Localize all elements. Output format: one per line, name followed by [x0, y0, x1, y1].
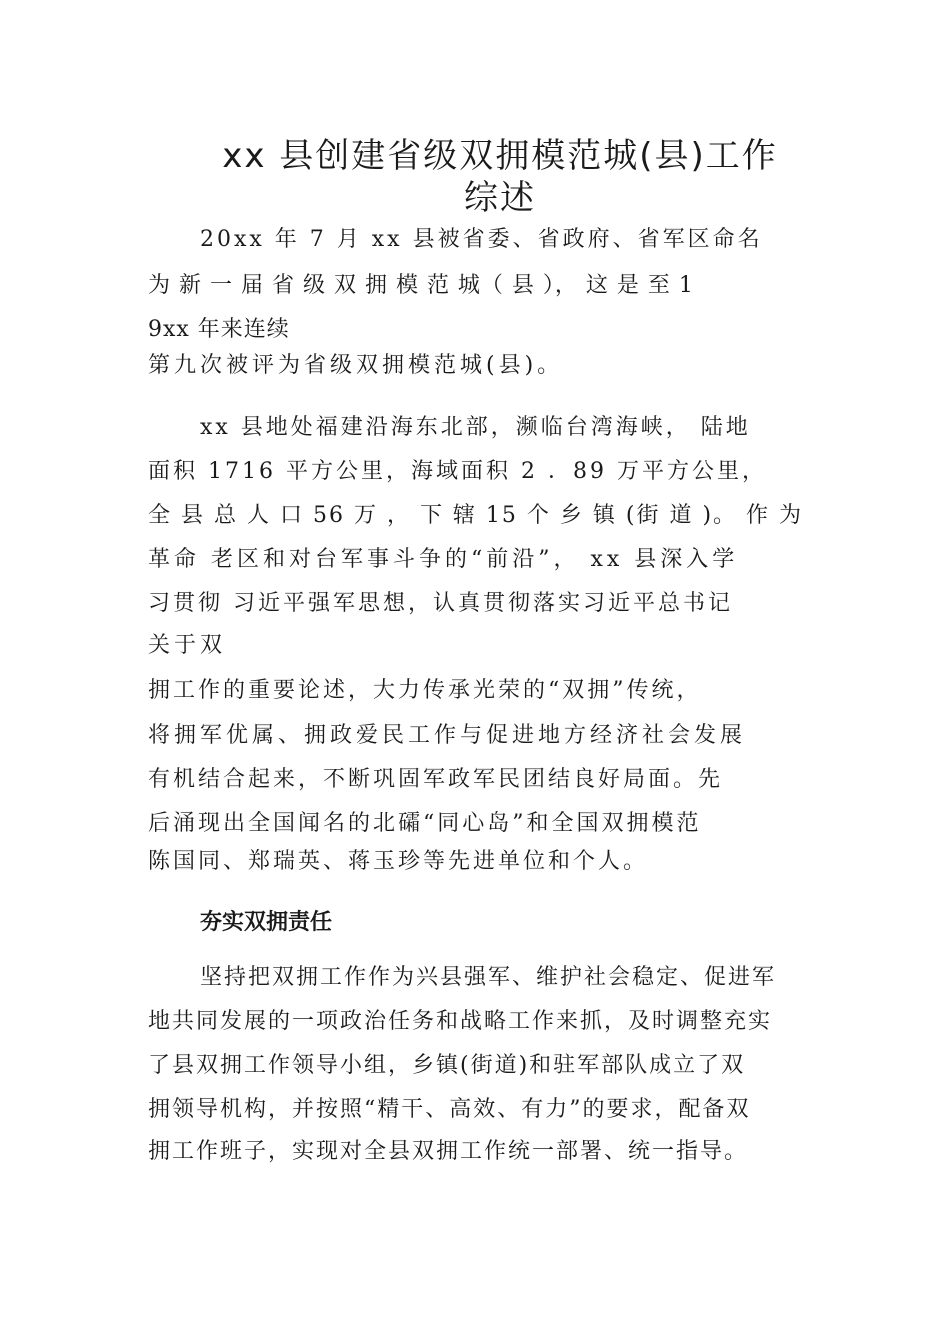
paragraph-3-line: 拥领导机构，并按照“精干、高效、有力”的要求，配备双: [148, 1097, 751, 1122]
document-title-line-1: xx 县创建省级双拥模范城(县)工作: [222, 136, 778, 176]
paragraph-3-line: 拥工作班子，实现对全县双拥工作统一部署、统一指导。: [148, 1139, 749, 1164]
paragraph-1-line: 9xx 年来连续: [148, 317, 290, 342]
paragraph-2-line: 后涌现出全国闻名的北礵“同心岛”和全国双拥模范: [148, 811, 702, 836]
paragraph-2-line: 陈国同、郑瑞英、蒋玉珍等先进单位和个人。: [148, 849, 649, 874]
paragraph-2-line: xx 县地处福建沿海东北部，濒临台湾海峡， 陆地: [200, 415, 751, 440]
paragraph-2-line: 革命 老区和对台军事斗争的“前沿”， xx 县深入学: [148, 547, 739, 572]
paragraph-2-line: 全 县 总 人 口 56 万 ， 下 辖 15 个 乡 镇 (街 道 )。 作 为: [148, 503, 804, 528]
paragraph-1-line: 20xx 年 7 月 xx 县被省委、省政府、省军区命名: [200, 227, 763, 252]
document-title-line-2: 综述: [464, 178, 536, 218]
paragraph-2-line: 拥工作的重要论述，大力传承光荣的“双拥”传统，: [148, 678, 702, 703]
paragraph-3-line: 了县双拥工作领导小组，乡镇(街道)和驻军部队成立了双: [148, 1053, 746, 1078]
paragraph-3-line: 坚持把双拥工作作为兴县强军、维护社会稳定、促进军: [200, 965, 777, 990]
paragraph-2-line: 关于双: [148, 633, 227, 658]
paragraph-3-line: 地共同发展的一项政治任务和战略工作来抓，及时调整充实: [148, 1009, 773, 1034]
section-heading: 夯实双拥责任: [200, 910, 333, 935]
paragraph-2-line: 有机结合起来，不断巩固军政军民团结良好局面。先: [148, 767, 724, 792]
paragraph-1-line: 为 新 一 届 省 级 双 拥 模 范 城（ 县 ）， 这 是 至 1: [148, 273, 694, 298]
paragraph-2-line: 习贯彻 习近平强军思想，认真贯彻落实习近平总书记: [148, 591, 733, 616]
paragraph-1-line: 第九次被评为省级双拥模范城(县)。: [148, 353, 564, 378]
paragraph-2-line: 将拥军优属、拥政爱民工作与促进地方经济社会发展: [148, 723, 747, 748]
paragraph-2-line: 面积 1716 平方公里，海域面积 2 ．89 万平方公里，: [148, 459, 767, 484]
